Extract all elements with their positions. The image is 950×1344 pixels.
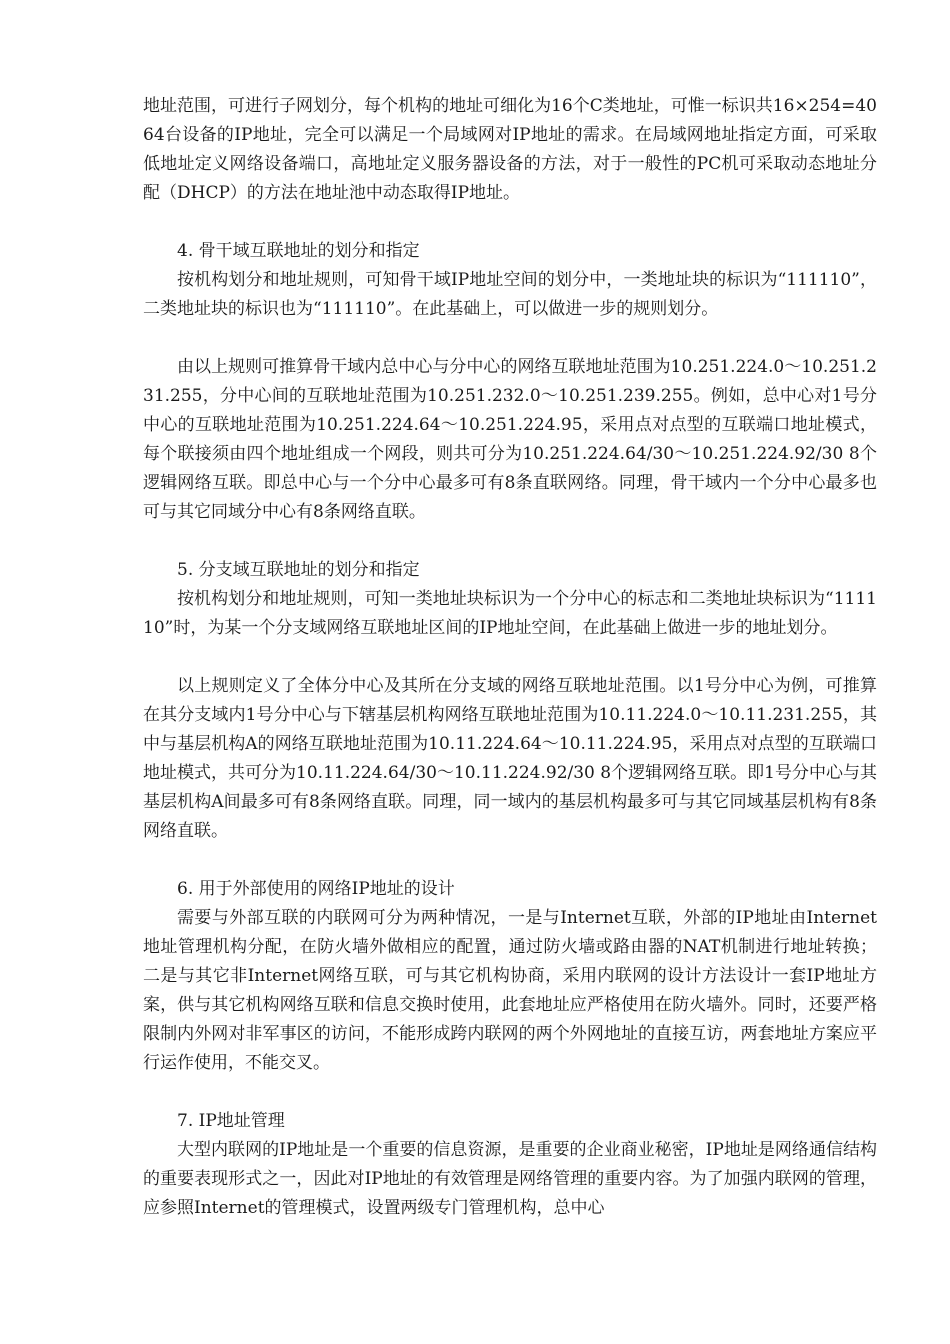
paragraph-address-range: 地址范围，可进行子网划分，每个机构的地址可细化为16个C类地址，可惟一标识共16×254=4064台设备的IP地址，完全可以满足一个局域网对IP地址的需求。在局域网地址指定方面，可采取低地址定义网络设备端口，高地址定义服务器设备的方法，对于一般性的PC机可采取动态地址分配（DHCP）的方法在地址池中动态取得IP地址。 — [143, 96, 877, 203]
spacer — [143, 527, 877, 556]
section-heading-7: 7. IP地址管理 — [177, 1111, 285, 1131]
paragraph-branch-ranges: 以上规则定义了全体分中心及其所在分支域的网络互联地址范围。以1号分中心为例，可推算在其分支域内1号分中心与下辖基层机构网络互联地址范围为10.11.224.0～10.11.231.255，其中与基层机构A的网络互联地址范围为10.11.224.64～10.11.224.95，采用点对点型的互联端口地址模式，共可分为10.11.224.64/30～10.11.224.92/30 8个逻辑网络互联。即1号分中心与其基层机构A间最多可有8条网络直联。同理，同一域内的基层机构最多可与其它同域基层机构有8条网络直联。 — [143, 676, 877, 841]
spacer — [143, 643, 877, 672]
paragraph-backbone-ranges: 由以上规则可推算骨干域内总中心与分中心的网络互联地址范围为10.251.224.0～10.251.231.255，分中心间的互联地址范围为10.251.232.0～10.251.239.255。例如，总中心对1号分中心的互联地址范围为10.251.224.64～10.251.224.95，采用点对点型的互联端口地址模式，每个联接须由四个地址组成一个网段，则共可分为10.251.224.64/30～10.251.224.92/30 8个逻辑网络互联。即总中心与一个分中心最多可有8条直联网络。同理，骨干域内一个分中心最多也可与其它同域分中心有8条网络直联。 — [143, 357, 877, 522]
document-page — [143, 92, 877, 1223]
section-heading-5: 5. 分支域互联地址的划分和指定 — [177, 560, 420, 580]
paragraph-external-ip: 需要与外部互联的内联网可分为两种情况，一是与Internet互联，外部的IP地址由Internet地址管理机构分配，在防火墙外做相应的配置，通过防火墙或路由器的NAT机制进行地址转换；二是与其它非Internet网络互联，可与其它机构协商，采用内联网的设计方法设计一套IP地址方案，供与其它机构网络互联和信息交换时使用，此套地址应严格使用在防火墙外。同时，还要严格限制内外网对非军事区的访问，不能形成跨内联网的两个外网地址的直接互访，两套地址方案应平行运作使用，不能交叉。 — [143, 908, 877, 1073]
paragraph-backbone-rules: 按机构划分和地址规则，可知骨干域IP地址空间的划分中，一类地址块的标识为“111110”，二类地址块的标识也为“111110”。在此基础上，可以做进一步的规则划分。 — [143, 270, 877, 319]
spacer — [143, 1078, 877, 1107]
spacer — [143, 846, 877, 875]
paragraph-branch-rules: 按机构划分和地址规则，可知一类地址块标识为一个分中心的标志和二类地址块标识为“111110”时，为某一个分支域网络互联地址区间的IP地址空间，在此基础上做进一步的地址划分。 — [143, 589, 877, 638]
spacer — [143, 324, 877, 353]
paragraph-ip-management: 大型内联网的IP地址是一个重要的信息资源，是重要的企业商业秘密，IP地址是网络通信结构的重要表现形式之一，因此对IP地址的有效管理是网络管理的重要内容。为了加强内联网的管理，应参照Internet的管理模式，设置两级专门管理机构，总中心 — [143, 1140, 877, 1218]
section-heading-6: 6. 用于外部使用的网络IP地址的设计 — [177, 879, 455, 899]
section-heading-4: 4. 骨干域互联地址的划分和指定 — [177, 241, 420, 261]
spacer — [143, 208, 877, 237]
